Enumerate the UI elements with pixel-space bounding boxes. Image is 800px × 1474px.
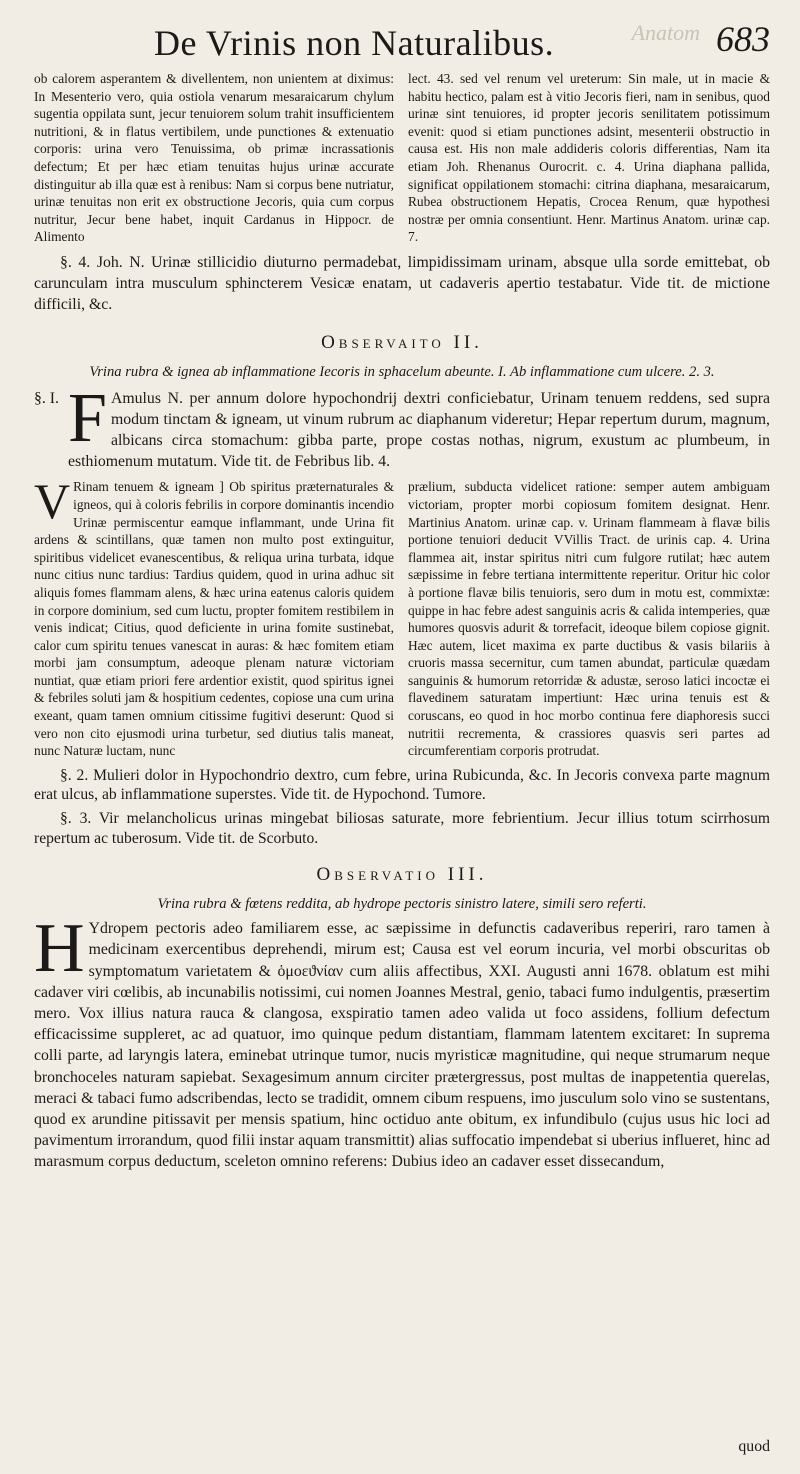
- observation-3-text: Ydropem pectoris adeo familiarem esse, ac sæpissime in defunctis cadaveribus reperiri, raro tamen à medicinam exercentibus deprehendi, mirum est; Causa est vel eorum incuria, vel morbi obscuritas ob symptomatum varietatem & ὁμοεϑνίαν cum aliis affectibus, XXI. Augusti anni 1678. oblatum est mihi cadaver viri cœlibis, ab incunabilis notissimi, cui nomen Joannes Mestral, genio, tabaci fumo indulgentis, præsertim mero. Vox illius natura rauca & clangosa, exspiratio tamen adeo valida ut foco assidens, follium defectum efficacissime suppleret, ac ad quatuor, imo quinque pedum distantiam, flammam latentem excitaret: In suprema colli parte, ad laryngis latera, eminebat utrinque tumor, nucis myristicæ magnitudine, qui neque strumarum neque bronchoceles naturam sapiebat. Sexagesimum annum circiter prætergressus, post multas de inappetentia querelas, meraci & tabaci fumo adscribendas, lecto se tradidit, omnem cibum respuens, imo jusculum solo vino se sustentans, quod ex arundine pitissavit per mensis spatium, hinc octiduo ante obitum, ex infundibulo (cujus usus hic loci ad pavimentum irrorandum, quod filii instar aquam transmittit) alias suffocatio impendebat si uberius influeret, hinc ad marasmum corpus deductum, sceleton omnino referens: Dubius ideo an cadaver esset dissecandum,: [34, 920, 770, 1171]
- observation-3-drop-cap: H: [34, 910, 85, 988]
- commentary-left-column: [34, 473, 394, 760]
- commentary-right-column: prælium, subducta videlicet ratione: semper autem ambiguam victoriam, propter morbi copiosum fomitem designat. Henr. Martinius Anatom. urinæ cap. v. Urinam flammeam à flavæ bilis portione tenuiori deducit VVillis Tract. de urinis cap. 4. Urina flammea ait, instar spiritus nitri cum fulgore rutilat; hæc autem sæpissime in febre tertiana intermittente reperitur. Oritur hic color à portione flavæ bilis tenuioris, sero dum in motu est, commixtæ: quippe in hac febre adest sanguinis acris & calida intemperies, quæ humores quosvis adurit & torrefacit, ideoque bilem copiose gignit. Hæc autem, licet maxima ex parte ductibus & vasis bilariis à cruoris massa secernitur, cum tamen abundat, particulæ quædam sanguinis & humorum retorridæ & adustæ, seroso latici incoctæ ei flavedinem saturatam impertiunt: Hæc urina tenuis est & coruscans, eo quod in hoc morbo continua fere diaphoresis succi nutritii recrementa, & crassiores quasvis seri partes ad circumferentiam corporis protrudat.: [408, 479, 770, 759]
- section-1-right-column: lect. 43. sed vel renum vel ureterum: Sin male, ut in macie & habitu hectico, palam est à vitio Jecoris fieri, nam in senibus, quod urinæ sint tenuiores, id propter jecoris senilitatem potissimum evenit: quod si etiam punctiones adsint, mesenterii obstructio in causa est. His non male addideris coloris differentias, Nam ita etiam Joh. Rhenanus Ourocrit. c. 4. Urina diaphana pallida, significat oppilationem stomachi: citrina diaphana, mesaraicarum, Rubea obstructionem Hepatis, Crocea Renum, quæ hypothesi nostræ per omnia consentiunt. Henr. Martinus Anatom. urinæ cap. 7.: [408, 71, 770, 245]
- running-title: De Vrinis non Naturalibus.: [154, 23, 555, 63]
- paragraph-s3: §. 3. Vir melancholicus urinas mingebat biliosas saturate, more febrientium. Jecur illius totum scirrhosum repertum ac tuberosum. Vide tit. de Scorbuto.: [34, 810, 770, 847]
- observation-3-text-block: [34, 910, 770, 1172]
- observation-3-heading: Observatio III.: [316, 864, 488, 886]
- section-1-text: Amulus N. per annum dolore hypochondrij dextri conficiebatur, Urinam tenuem reddens, sed supra modum tinctam & igneam, ut vinum rubrum ac diaphanum videretur; Hepar repertum durum, magnum, albicans circa stomachum: gibba parte, prope costas nothas, nigrum, exustum ac plumbeum, in esthiomenum mutatum. Vide tit. de Febribus lib. 4.: [68, 389, 770, 471]
- section-1-left-column: ob calorem asperantem & divellentem, non unientem at diximus: In Mesenterio vero, quia ostiola venarum mesaraicarum chylum sugentia oppilata sunt, jecur tenuiorem solum trahit insufficientem nutritioni, & in flatus vertibilem, unde punctiones & extenuatio corporis: urina vero Tenuissima, ob primæ incrassationis defectum; Et per hæc etiam tenuitas hujus urinæ accurate distinguitur ab illa quæ est à renibus: Nam si corpus bene nutriatur, urinæ tenuitas non erit ex obstructione Jecoris, quia cum corpus nutritur, Jecur bene habet, inquit Cardanus in Hippocr. de Alimento: [34, 71, 394, 245]
- bleed-through-text: Anatom: [631, 20, 700, 45]
- section-1-text-block: [68, 379, 770, 473]
- section-number: §. I.: [34, 389, 60, 407]
- drop-cap: F: [68, 379, 107, 457]
- commentary-drop-cap: V: [34, 473, 71, 530]
- section-1-columns: [34, 70, 770, 246]
- observation-2-section-1: [34, 379, 770, 473]
- commentary-left-text: Rinam tenuem & igneam ] Ob spiritus præternaturales & igneos, qui à coloris febrilis in corpore dominantis incendio Urinæ permiscentur eamque inflammant, unde Urina fit ardens & scintillans, quæ tamen non multo post extinguitur, spiritibus videlicet evanescentibus, & reliqua urina turbata, idque nunc citius nunc tardius: Tardius quidem, quod in urina adhuc sit aliquis fomes flammam alens, & hæc urina eatenus caloris quidem in corpore dominium, sed cum luctu, propter fomitem restibilem in venis indicat; Citius, quod deficiente in urina fomite sustinebat, calor cum spiritu tenues vanescat in auras: & hæc fomitem etiam morbi jam consumptum, adeoque plenam naturæ victoriam nuntiat, quæ etiam priori fere ardentior existit, quod spiritus ignei & febriles soluti jam & hospitium cedentes, copiose una cum urina exeant, quam tamen omnium citissime fugitivi deserunt: Quod si vero non cito ejusmodi urina turbetur, sed diutius talis maneat, nunc Naturæ luctam, nunc: [34, 479, 394, 759]
- page-number: 683: [716, 19, 770, 59]
- observation-2-caption: Vrina rubra & ignea ab inflammatione Iecoris in sphacelum abeunte. I. Ab inflammatione cum ulcere. 2. 3.: [89, 363, 715, 380]
- commentary-columns: [34, 473, 770, 760]
- paragraph-s2: §. 2. Mulieri dolor in Hypochondrio dextro, cum febre, urina Rubicunda, &c. In Jecoris convexa parte magnum erat ulcus, ab inflammatione superstes. Vide tit. de Hypochond. Tumore.: [34, 766, 770, 804]
- running-head: [34, 14, 770, 70]
- observation-3-caption: Vrina rubra & fœtens reddita, ab hydrope pectoris sinistro latere, simili sero referti.: [157, 896, 647, 913]
- observation-2-heading: Observaito II.: [321, 331, 483, 353]
- paragraph-s4: §. 4. Joh. N. Urinæ stillicidio diuturno permadebat, limpidissimam urinam, absque ulla sorde emittebat, ob carunculam intra musculum sphincterem Vesicæ enatam, ut cadaveris apertio testabatur. Vide tit. de mictione difficili, &c.: [34, 253, 770, 314]
- catchword: quod: [738, 1438, 770, 1455]
